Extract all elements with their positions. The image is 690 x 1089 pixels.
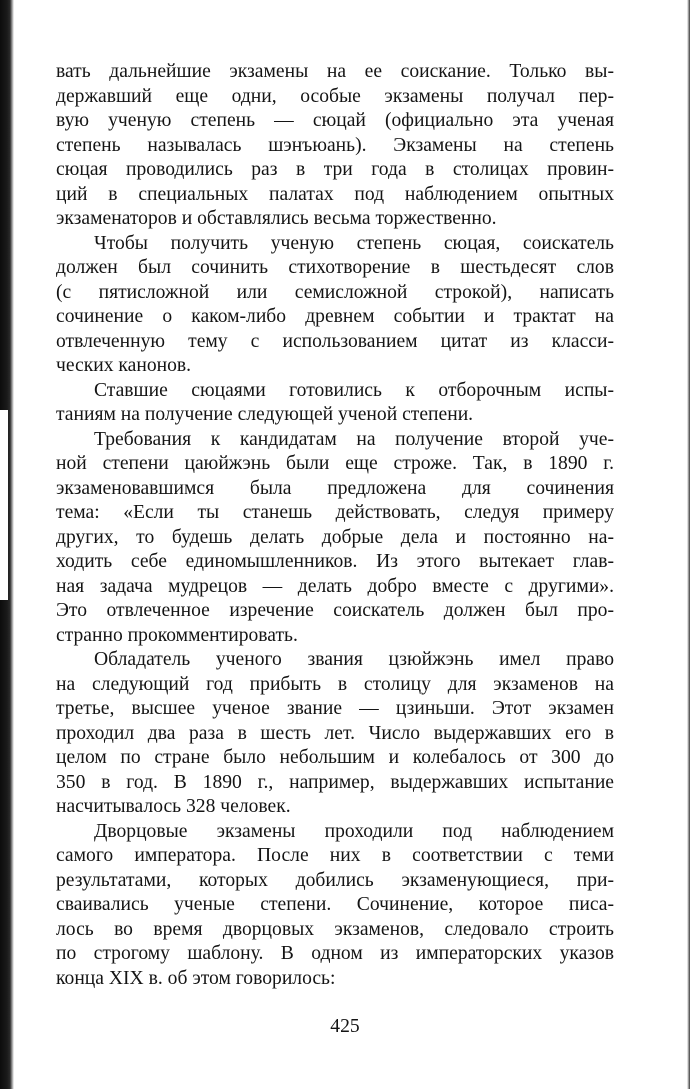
paragraph bbox=[56, 648, 614, 820]
scan-binding-gap bbox=[0, 410, 8, 600]
text-line: Требования к кандидатам на получение второй уче- bbox=[94, 428, 614, 450]
text-line: ходить себе единомышленников. Из этого вытекает глав- bbox=[56, 551, 614, 572]
text-line: Это отвлеченное изречение соискатель должен был про- bbox=[56, 600, 614, 621]
text-line: странно прокомментировать. bbox=[56, 624, 298, 646]
text-line: экзаменаторов и обставлялись весьма торжественно. bbox=[56, 208, 497, 229]
text-line: насчитывалось 328 человек. bbox=[56, 796, 291, 817]
text-line: сочинение о каком-либо древнем событии и трактат на bbox=[56, 306, 614, 327]
text-line: Обладатель ученого звания цзюйжэнь имел право bbox=[94, 649, 614, 670]
text-line: на следующий год прибыть в столицу для экзаменов на bbox=[56, 673, 614, 695]
page-number: 425 bbox=[330, 1016, 360, 1037]
text-line: сюцая проводились раз в три года в столицах провин- bbox=[56, 159, 614, 180]
paragraph bbox=[56, 232, 614, 379]
text-line: ческих канонов. bbox=[56, 355, 192, 376]
text-line: экзаменовавшимся была предложена для сочинения bbox=[56, 477, 614, 499]
text-line: лось во время дворцовых экзаменов, следовало строить bbox=[56, 918, 614, 940]
text-line: ной степени цаюйжэнь были еще строже. Так, в 1890 г. bbox=[56, 453, 614, 474]
paragraph bbox=[56, 820, 614, 992]
text-line: Ставшие сюцаями готовились к отборочным испы- bbox=[94, 379, 614, 401]
paragraph bbox=[56, 428, 614, 649]
text-line: таниям на получение следующей ученой степени. bbox=[56, 404, 474, 425]
paragraph bbox=[56, 379, 614, 428]
text-line: вую ученую степень — сюцай (официально эта ученая bbox=[56, 110, 614, 131]
text-line: результатами, которых добились экзаменующиеся, при- bbox=[56, 869, 614, 891]
text-line: третье, высшее ученое звание — цзиньши. Этот экзамен bbox=[56, 698, 614, 719]
text-line: проходил два раза в шесть лет. Число выдержавших его в bbox=[56, 722, 614, 744]
text-line: самого императора. После них в соответствии с теми bbox=[56, 845, 614, 866]
text-line: ная задача мудрецов — делать добро вместе с другими». bbox=[56, 575, 614, 597]
text-line: других, то будешь делать добрые дела и постоянно на- bbox=[56, 526, 614, 548]
paragraph bbox=[56, 60, 614, 232]
text-line: Дворцовые экзамены проходили под наблюдением bbox=[94, 820, 614, 842]
text-line: державший еще одни, особые экзамены получал пер- bbox=[56, 85, 614, 107]
text-line: (с пятисложной или семисложной строкой), написать bbox=[56, 281, 614, 303]
text-line: 350 в год. В 1890 г., например, выдержавших испытание bbox=[56, 771, 614, 793]
text-line: конца XIX в. об этом говорилось: bbox=[56, 967, 336, 989]
text-line: Чтобы получить ученую степень сюцая, соискатель bbox=[94, 232, 614, 254]
text-line: отвлеченную тему с использованием цитат из класси- bbox=[56, 330, 614, 352]
text-line: должен был сочинить стихотворение в шестьдесят слов bbox=[56, 257, 614, 278]
text-line: целом по стране было небольшим и колебалось от 300 до bbox=[56, 747, 614, 768]
text-line: степень называлась шэнъюань). Экзамены на степень bbox=[56, 134, 614, 156]
text-line: вать дальнейшие экзамены на ее соискание. Только вы- bbox=[56, 61, 614, 82]
text-line: ций в специальных палатах под наблюдением опытных bbox=[56, 183, 614, 205]
text-line: сваивались ученые степени. Сочинение, которое писа- bbox=[56, 894, 614, 915]
text-line: тема: «Если ты станешь действовать, следуя примеру bbox=[56, 502, 614, 523]
page-body-text bbox=[56, 60, 614, 991]
text-line: по строгому шаблону. В одном из императорских указов bbox=[56, 943, 614, 964]
